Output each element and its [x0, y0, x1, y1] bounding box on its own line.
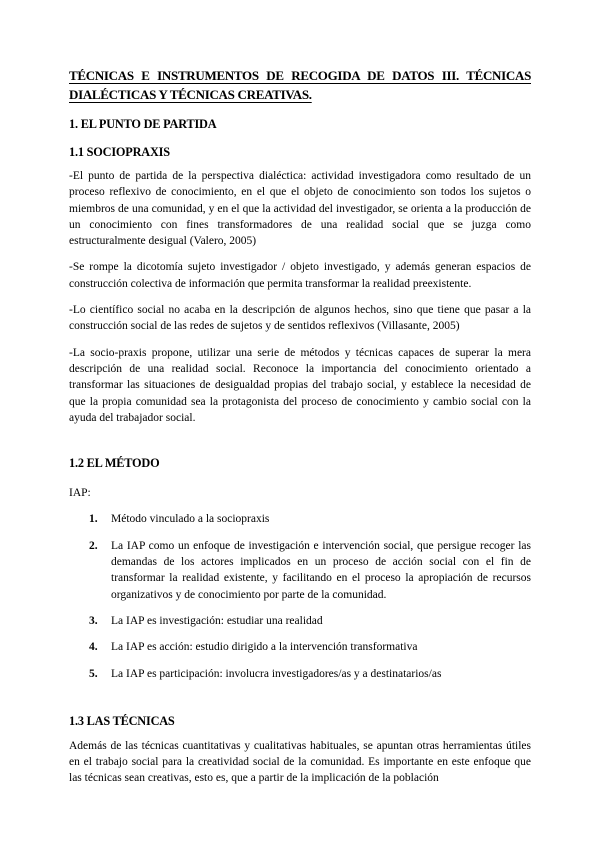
- list-item-text: La IAP es participación: involucra investigadores/as y a destinatarios/as: [111, 667, 442, 680]
- paragraph-sociopraxis-2: -Se rompe la dicotomía sujeto investigador / objeto investigado, y además generan espacios de construcción colectiva de información que permita transformar la realidad preexistente.: [69, 261, 531, 290]
- list-item: [69, 666, 531, 682]
- heading-tecnicas: 1.3 LAS TÉCNICAS: [69, 713, 175, 728]
- list-item-number: 1.: [89, 513, 98, 526]
- list-item: [69, 538, 531, 603]
- heading-sociopraxis: 1.1 SOCIOPRAXIS: [69, 145, 170, 159]
- document-title-line-1: TÉCNICAS E INSTRUMENTOS DE RECOGIDA DE DATOS III. TÉCNICAS: [69, 68, 531, 83]
- paragraph-sociopraxis-1: -El punto de partida de la perspectiva dialéctica: actividad investigadora como resultado de un proceso reflexivo de conocimiento, en el que el objeto de conocimiento son todos los sujetos o miembros de una comunidad, y en el que la actividad del investigador, se orienta a la producción de un conocimiento con fines transformadores de una realidad social que se juzga como estructuralmente desigual (Valero, 2005): [69, 170, 531, 248]
- list-item: [69, 639, 531, 655]
- sociopraxis-body: [69, 168, 531, 426]
- list-item-text: La IAP es acción: estudio dirigido a la intervención transformativa: [111, 641, 418, 654]
- list-item-number: 5.: [89, 667, 98, 680]
- heading-metodo: 1.2 EL MÉTODO: [69, 456, 160, 471]
- list-item-number: 3.: [89, 614, 98, 627]
- metodo-body: [69, 485, 531, 682]
- list-item-number: 2.: [89, 539, 98, 552]
- document-title-line-2: DIALÉCTICAS Y TÉCNICAS CREATIVAS.: [69, 87, 312, 102]
- heading-punto-de-partida: 1. EL PUNTO DE PARTIDA: [69, 117, 217, 131]
- list-item-number: 4.: [89, 641, 98, 654]
- list-item-text: Método vinculado a la sociopraxis: [111, 513, 270, 526]
- paragraph-tecnicas-1: Además de las técnicas cuantitativas y cualitativas habituales, se apuntan otras herramientas útiles en el trabajo social para la creatividad social de la comunidad. Es importante en este enfoque que las técnicas sean creativas, esto es, que a partir de la implicación de la población: [69, 739, 531, 785]
- list-item: [69, 613, 531, 629]
- iap-label: IAP:: [69, 487, 91, 500]
- list-item-text: La IAP es investigación: estudiar una realidad: [111, 614, 323, 627]
- list-item-text: La IAP como un enfoque de investigación e intervención social, que persigue recoger las demandas de los actores implicados en un proceso de acción social con el fin de transformar la realidad existente, y facilitando en el proceso la apropiación de recursos organizativos y de conocimiento por parte de la comunidad.: [111, 539, 531, 601]
- list-item: [69, 511, 531, 527]
- paragraph-sociopraxis-4: -La socio-praxis propone, utilizar una serie de métodos y técnicas capaces de superar la mera descripción de una realidad social. Reconoce la importancia del conocimiento orientado a transformar las situaciones de desigualdad propias del trabajo social, y establece la necesidad de que la propia comunidad sea la protagonista del proceso de conocimiento y cambio social con la ayuda del trabajador social.: [69, 346, 531, 424]
- tecnicas-body: [69, 738, 531, 787]
- iap-numbered-list: [69, 511, 531, 681]
- paragraph-sociopraxis-3: -Lo científico social no acaba en la descripción de algunos hechos, sino que tiene que pasar a la construcción social de las redes de sujetos y de sentidos reflexivos (Villasante, 2005): [69, 304, 531, 333]
- document-title: [69, 66, 531, 104]
